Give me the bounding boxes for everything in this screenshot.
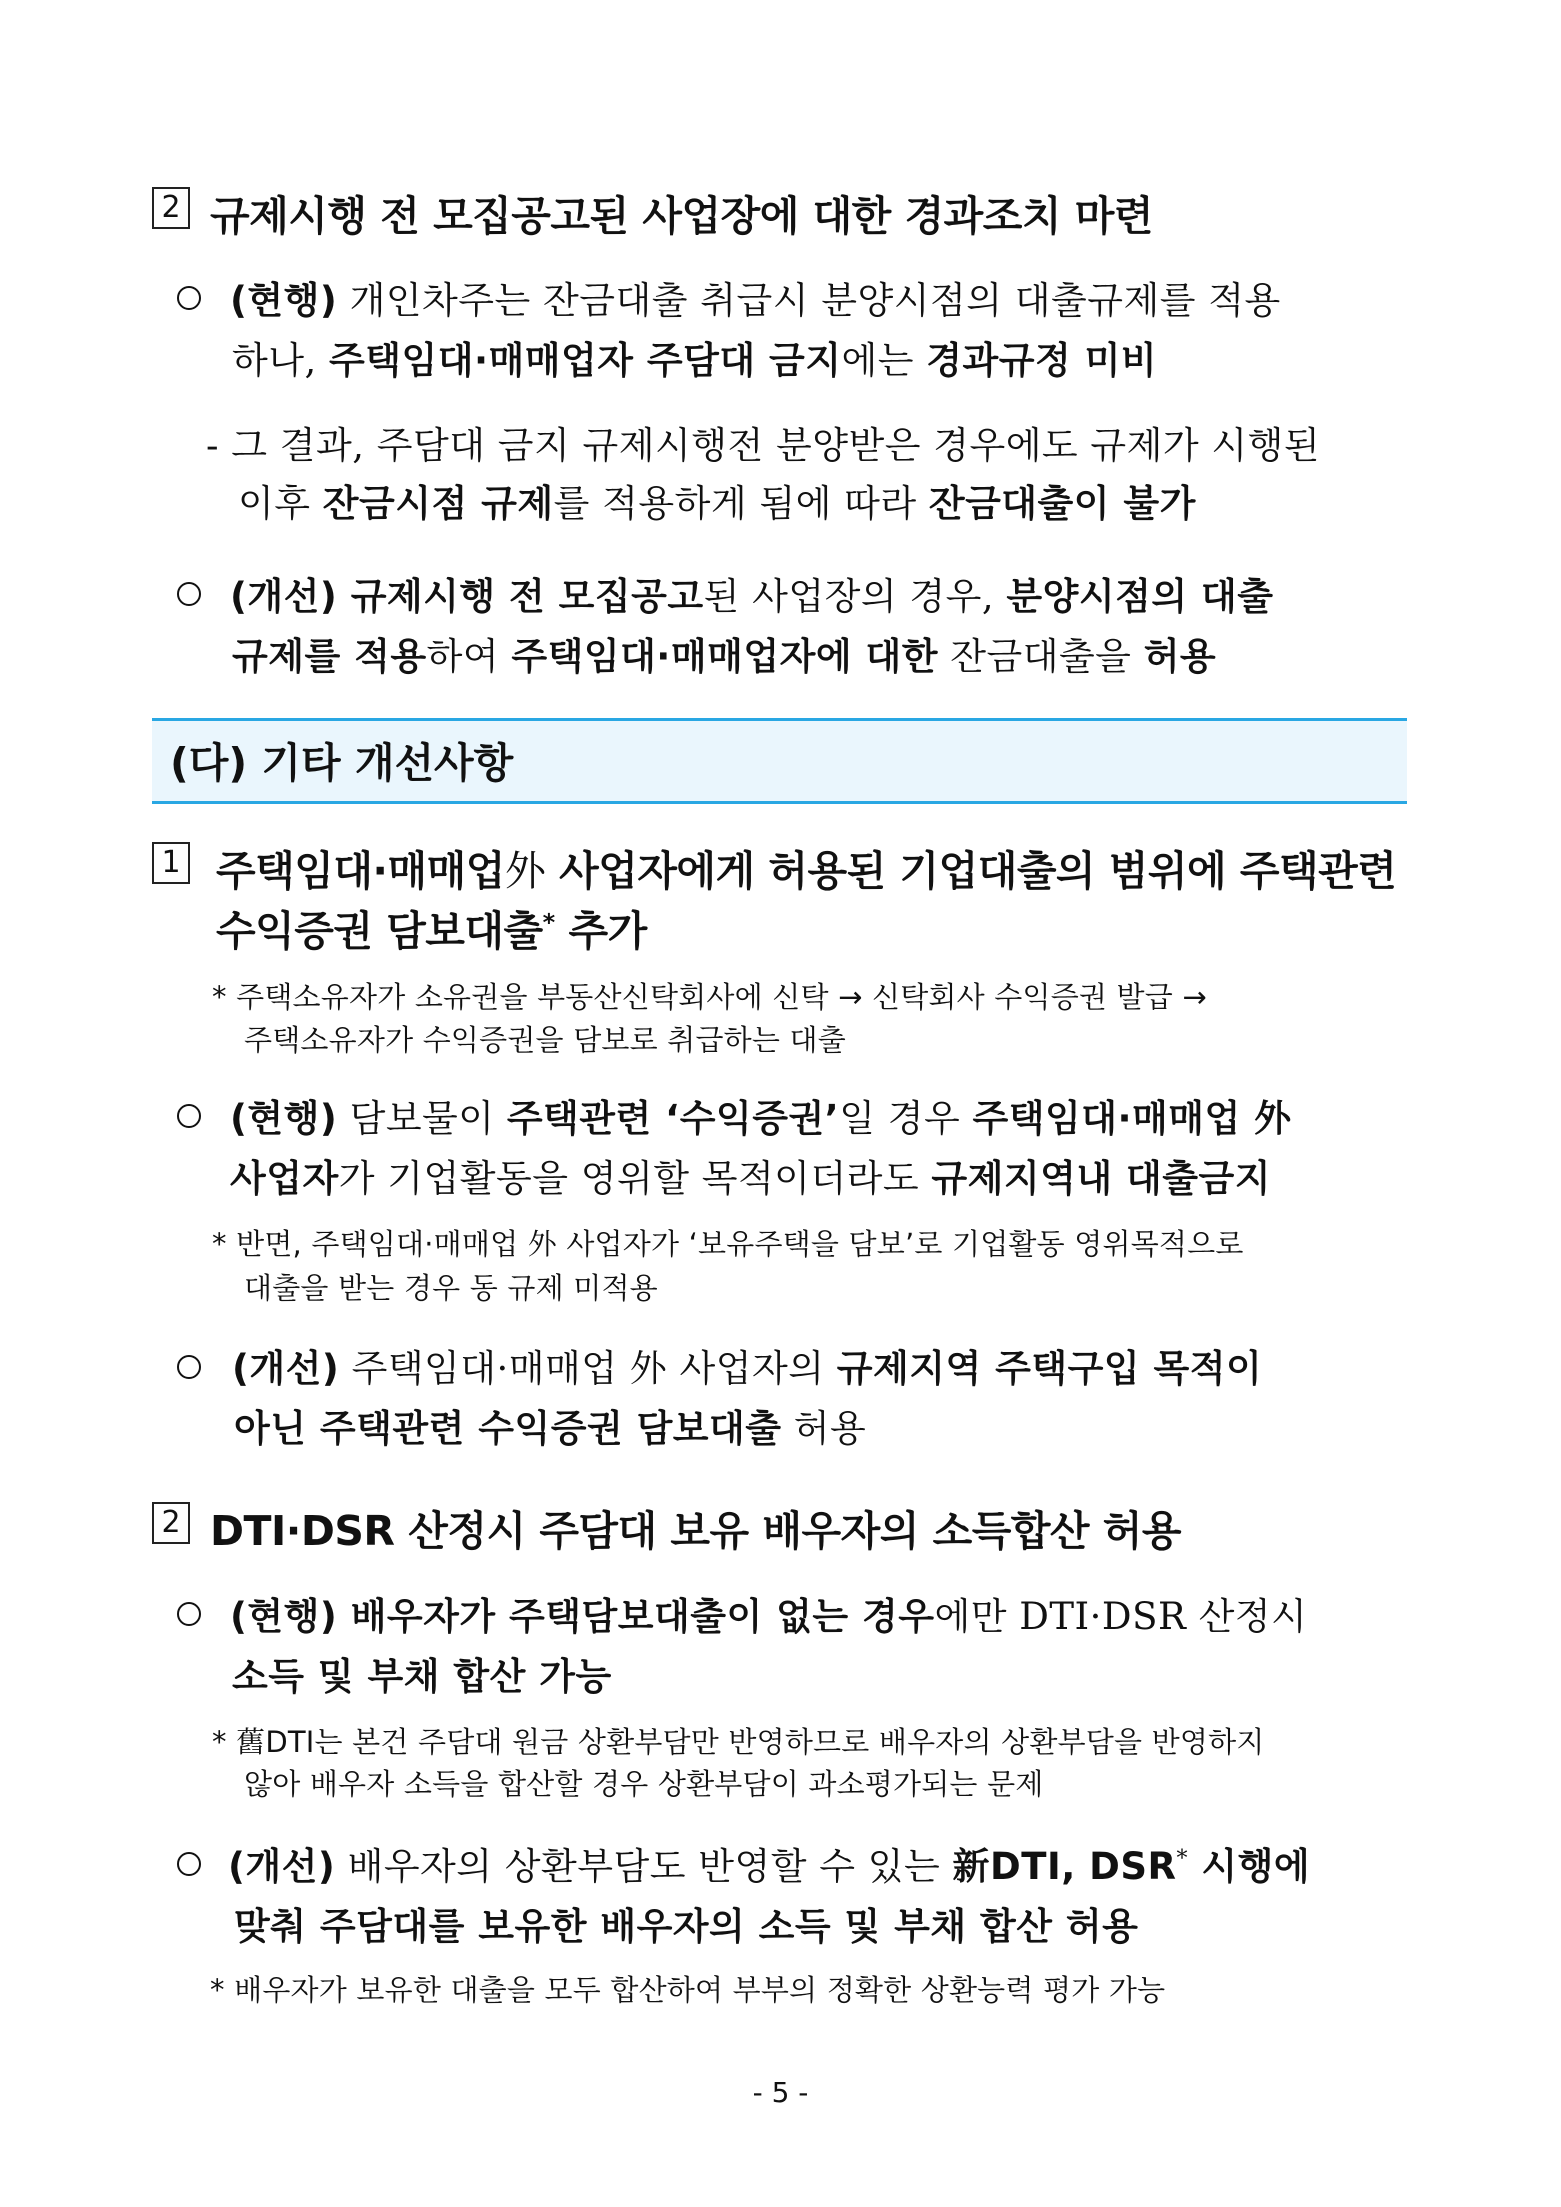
- footnote-line: 않아 배우자 소득을 합산할 경우 상환부담이 과소평가되는 문제: [244, 1767, 1044, 1801]
- page-number: - 5 -: [752, 2076, 809, 2109]
- text-run-bold: 사업자: [230, 1157, 339, 1200]
- item-heading-line: [216, 838, 1396, 897]
- circle-bullet-icon: [177, 1602, 201, 1626]
- text-run-bold: 배우자가 주택담보대출이 없는 경우: [337, 1595, 935, 1638]
- circle-bullet-icon: [177, 1852, 201, 1876]
- paragraph-line: [238, 473, 1196, 527]
- current-tag: (현행): [230, 1595, 338, 1638]
- text-run: 수익증권 담보대출: [216, 907, 543, 955]
- text-run: 주택임대·매매업: [216, 847, 505, 895]
- paragraph-line: [230, 1586, 1307, 1640]
- text-run-bold: 규제지역내 대출금지: [931, 1157, 1271, 1200]
- paragraph-line: 소득 및 부채 합산 가능: [232, 1655, 612, 1698]
- current-tag: (현행): [230, 1097, 338, 1140]
- paragraph-line: [230, 270, 1281, 324]
- section-heading: 규제시행 전 모집공고된 사업장에 대한 경과조치 마련: [210, 192, 1153, 240]
- footnote-line: * 반면, 주택임대·매매업 外 사업자가 ‘보유주택을 담보’로 기업활동 영위목적으로: [212, 1227, 1244, 1261]
- text-run: 개인차주는 잔금대출 취급시 분양시점의 대출규제를 적용: [337, 279, 1281, 322]
- paragraph-line: 맞춰 주담대를 보유한 배우자의 소득 및 부채 합산 허용: [234, 1905, 1139, 1948]
- text-run-bold: 시행에: [1188, 1845, 1311, 1888]
- text-run: 에는: [841, 339, 927, 382]
- paragraph-line: [230, 1088, 1292, 1142]
- footnote-line: * 주택소유자가 소유권을 부동산신탁회사에 신탁 → 신탁회사 수익증권 발급 →: [212, 980, 1207, 1014]
- text-run-bold: 허용: [1143, 635, 1217, 678]
- paragraph-line: [228, 1836, 1310, 1890]
- text-run: 하나,: [232, 339, 330, 382]
- text-run-bold: 주택관련 ‘수익증권’: [506, 1097, 840, 1140]
- text-run-bold: 주택임대·매매업 外: [972, 1097, 1292, 1140]
- footnote-mark: *: [542, 908, 555, 937]
- current-tag: (현행): [230, 279, 338, 322]
- text-run-bold: 잔금대출이 불가: [928, 482, 1196, 525]
- text-run: 배우자의 상환부담도 반영할 수 있는: [335, 1845, 953, 1888]
- paragraph-line: [206, 415, 1320, 469]
- footnote-line: * 舊DTI는 본건 주담대 원금 상환부담만 반영하므로 배우자의 상환부담을 반영하지: [212, 1725, 1265, 1759]
- item-heading: DTI·DSR 산정시 주담대 보유 배우자의 소득합산 허용: [210, 1507, 1182, 1555]
- text-run: 外: [504, 847, 546, 895]
- text-run-bold: 분양시점의 대출: [1006, 575, 1274, 618]
- footnote-line: 주택소유자가 수익증권을 담보로 취급하는 대출: [244, 1023, 846, 1057]
- text-run: 된 사업장의 경우,: [703, 575, 1007, 618]
- text-run: 일 경우: [839, 1097, 973, 1140]
- section-number-box: 2: [152, 187, 190, 229]
- paragraph-line: [232, 626, 1216, 680]
- text-run: 가 기업활동을 영위할 목적이더라도: [338, 1157, 932, 1200]
- text-run: 를 적용하게 됨에 따라: [553, 482, 929, 525]
- text-run: - 그 결과, 주담대 금지 규제시행전 분양받은 경우에도 규제가 시행된: [206, 424, 1321, 467]
- improve-tag: (개선): [228, 1845, 336, 1888]
- text-run: 잔금대출을: [937, 635, 1144, 678]
- paragraph-line: [234, 1398, 866, 1452]
- circle-bullet-icon: [177, 582, 201, 606]
- text-run-bold: 주택임대·매매업자에 대한: [511, 635, 938, 678]
- paragraph-line: [230, 1148, 1271, 1202]
- text-run-bold: 규제지역 주택구입 목적이: [836, 1347, 1263, 1390]
- text-run-bold: 아닌 주택관련 수익증권 담보대출: [234, 1407, 782, 1450]
- text-run: 허용: [781, 1407, 867, 1450]
- section-title: (다) 기타 개선사항: [170, 739, 514, 787]
- paragraph-line: [230, 566, 1273, 620]
- text-run-bold: 잔금시점 규제: [322, 482, 554, 525]
- circle-bullet-icon: [177, 286, 201, 310]
- circle-bullet-icon: [177, 1104, 201, 1128]
- paragraph-line: [232, 1338, 1262, 1392]
- footnote-line: 대출을 받는 경우 동 규제 미적용: [244, 1271, 658, 1305]
- text-run: 하여: [426, 635, 512, 678]
- text-run: 사업자에게 허용된 기업대출의 범위에 주택관련: [545, 847, 1397, 895]
- text-run-bold: 주택임대·매매업자 주담대 금지: [329, 339, 842, 382]
- item-number-box: 2: [152, 1502, 190, 1544]
- improve-tag: (개선): [230, 575, 338, 618]
- text-run: 에만 DTI·DSR 산정시: [934, 1595, 1308, 1638]
- item-number-box: 1: [152, 842, 190, 884]
- text-run: 담보물이: [337, 1097, 507, 1140]
- paragraph-line: [232, 330, 1157, 384]
- item-heading-line: [216, 898, 647, 957]
- text-run: 추가: [554, 907, 647, 955]
- text-run: 주택임대·매매업 外 사업자의: [339, 1347, 837, 1390]
- text-run-bold: 경과규정 미비: [926, 339, 1158, 382]
- footnote-mark: *: [1176, 1846, 1189, 1872]
- text-run-bold: 규제를 적용: [232, 635, 427, 678]
- improve-tag: (개선): [232, 1347, 340, 1390]
- text-run-bold: 新DTI, DSR: [952, 1845, 1177, 1888]
- footnote-line: * 배우자가 보유한 대출을 모두 합산하여 부부의 정확한 상환능력 평가 가능: [210, 1973, 1166, 2007]
- circle-bullet-icon: [177, 1355, 201, 1379]
- text-run-bold: 규제시행 전 모집공고: [337, 575, 704, 618]
- text-run: 이후: [238, 482, 323, 525]
